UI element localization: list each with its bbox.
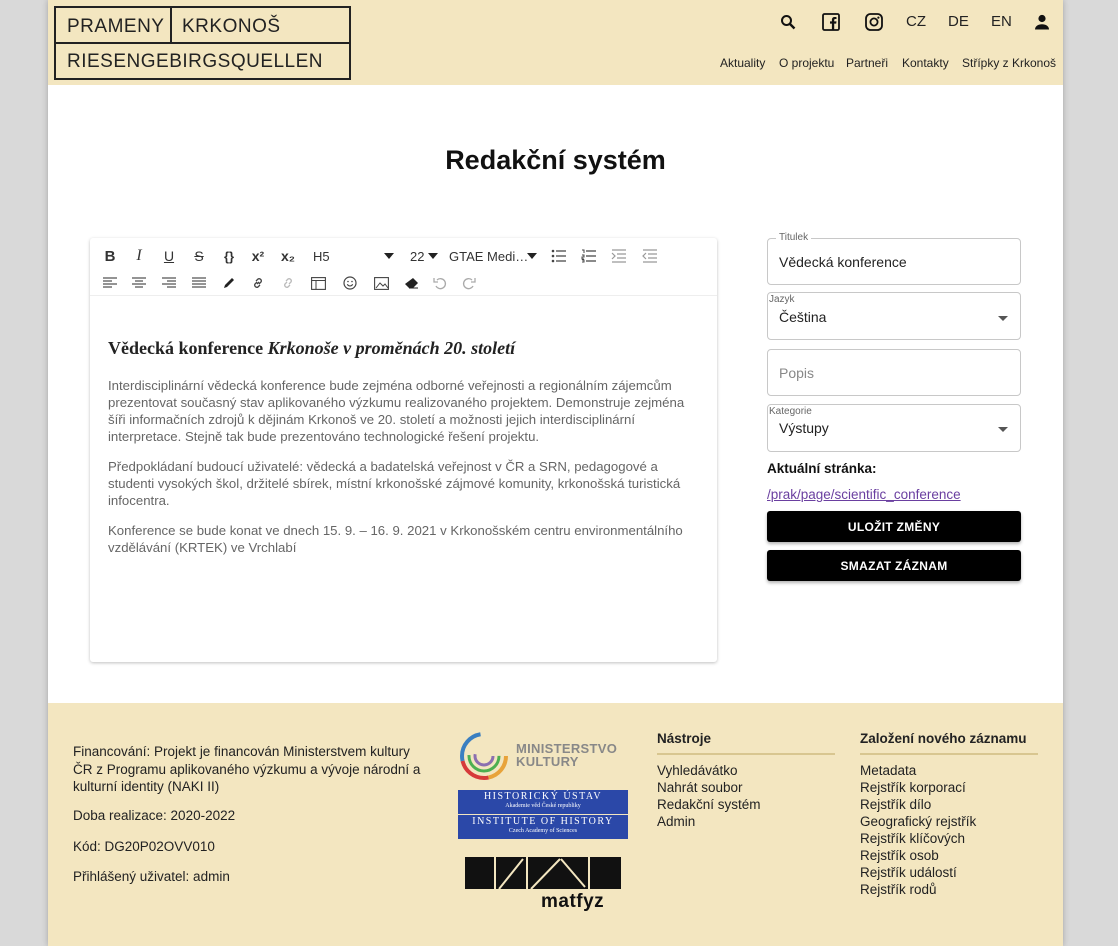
tools-heading: Nástroje: [657, 731, 712, 746]
save-button[interactable]: ULOŽIT ZMĚNY: [767, 511, 1021, 542]
content-paragraph: Předpokládaní budoucí uživatelé: vědecká a badatelská veřejnost v ČR a SRN, pedagogové a studenti vysokých škol, držitelé sbírek, místní krkonošské zájmové komunity, krkonošská turistická infocentra.: [108, 459, 681, 508]
logo-text-krkonos: KRKONOŠ: [172, 8, 349, 44]
heading-select-value: H5: [313, 248, 330, 264]
strikethrough-icon[interactable]: S: [194, 248, 204, 264]
institute-of-history-logo: [458, 790, 628, 838]
footer-link-metadata[interactable]: Metadata: [860, 763, 917, 778]
title-field-value: Vědecká konference: [779, 254, 907, 270]
history-logo-line1: HISTORICKÝ ÚSTAV: [483, 791, 603, 802]
footer-period: Doba realizace: 2020-2022: [73, 808, 236, 823]
unlink-icon[interactable]: [277, 271, 299, 295]
history-logo-line2: Akademie věd České republiky: [505, 803, 581, 809]
delete-button[interactable]: SMAZAT ZÁZNAM: [767, 550, 1021, 581]
footer-link-rejstrik-udalosti[interactable]: Rejstřík událostí: [860, 865, 957, 880]
ministry-of-culture-logo: [458, 730, 628, 782]
footer-link-rejstrik-klicovych[interactable]: Rejstřík klíčových: [860, 831, 966, 846]
instagram-icon[interactable]: [864, 12, 884, 32]
color-pen-icon[interactable]: [218, 271, 240, 295]
description-field-placeholder: Popis: [779, 365, 815, 381]
nav-o-projektu[interactable]: O projektu: [779, 56, 835, 70]
content-paragraph: Konference se bude konat ve dnech 15. 9. – 16. 9. 2021 v Krkonošském centru environmentálního vzdělávání (KRTEK) ve Vrchlabí: [108, 523, 683, 555]
chevron-down-icon: [998, 427, 1008, 432]
facebook-icon[interactable]: [821, 12, 841, 32]
chevron-down-icon: [998, 316, 1008, 321]
footer-link-redakcni-system[interactable]: Redakční systém: [657, 797, 761, 812]
title-field[interactable]: [767, 232, 1021, 285]
description-field[interactable]: [767, 349, 1021, 396]
category-select[interactable]: [767, 404, 1021, 452]
new-record-heading: Založení nového záznamu: [860, 731, 1027, 746]
language-select[interactable]: [767, 292, 1021, 340]
rich-text-editor: [90, 238, 717, 662]
code-icon[interactable]: {}: [223, 248, 235, 264]
font-family-select-value: GTAE Medi…: [449, 248, 529, 264]
redo-icon[interactable]: [458, 271, 480, 295]
footer-code: Kód: DG20P02OVV010: [73, 839, 215, 854]
nav-aktuality[interactable]: Aktuality: [720, 56, 766, 70]
link-icon[interactable]: [247, 271, 269, 295]
category-select-value: Výstupy: [779, 420, 829, 436]
site-logo[interactable]: [54, 6, 351, 80]
content-heading-plain: Vědecká konference: [108, 338, 268, 358]
footer-link-rejstrik-dilo[interactable]: Rejstřík dílo: [860, 797, 932, 812]
font-family-select[interactable]: [445, 244, 541, 268]
language-en[interactable]: EN: [991, 13, 1012, 30]
matfyz-logo-text: matfyz: [541, 891, 605, 912]
page-title: Redakční systém: [445, 145, 666, 175]
footer-link-admin[interactable]: Admin: [657, 814, 696, 829]
footer-link-rejstrik-osob[interactable]: Rejstřík osob: [860, 848, 939, 863]
page: [48, 0, 1063, 946]
site-footer: [48, 703, 1063, 946]
content-heading-italic: Krkonoše v proměnách 20. století: [267, 338, 516, 358]
bold-icon[interactable]: B: [104, 247, 116, 265]
content-heading: [108, 338, 700, 359]
language-cz[interactable]: CZ: [906, 13, 926, 30]
tools-divider: [657, 753, 835, 755]
category-select-label: Kategorie: [769, 406, 812, 417]
eraser-icon[interactable]: [400, 271, 422, 295]
superscript-icon[interactable]: x²: [251, 248, 265, 264]
nav-stripky[interactable]: Střípky z Krkonoš: [962, 56, 1057, 70]
logo-text-riesengebirgsquellen: RIESENGEBIRGSQUELLEN: [67, 51, 324, 72]
nav-partneri[interactable]: Partneři: [846, 56, 889, 70]
align-left-icon[interactable]: [100, 271, 120, 295]
chevron-down-icon: [527, 253, 537, 259]
content-paragraph: Interdisciplinární vědecká konference bude zejména odborné veřejnosti a regionálním zájemcům prezentovat současný stav aplikovaného výzkumu realizovaného projektem. Demonstruje zejména šíři informačních zdrojů k dějinám Krkonoš ve 20. století a možnosti jejich interdisciplinární interpretace. Stejně tak bude prezentováno technologické řešení projektu.: [108, 378, 685, 444]
current-page-link[interactable]: /prak/page/scientific_conference: [767, 487, 961, 502]
language-select-value: Čeština: [779, 309, 827, 325]
outdent-icon[interactable]: [640, 244, 660, 268]
language-de[interactable]: DE: [948, 13, 969, 30]
underline-icon[interactable]: U: [163, 248, 175, 264]
heading-select[interactable]: [308, 244, 400, 268]
emoji-icon[interactable]: [339, 271, 361, 295]
current-page-label: Aktuální stránka:: [767, 461, 877, 476]
editor-toolbar: [90, 238, 717, 296]
logo-text-prameny: PRAMENY: [56, 8, 172, 44]
site-header: [48, 0, 1063, 85]
history-logo-line4: Czech Academy of Sciences: [508, 828, 578, 834]
chevron-down-icon: [384, 253, 394, 259]
image-icon[interactable]: [370, 271, 392, 295]
new-record-divider: [860, 753, 1038, 755]
footer-user: Přihlášený uživatel: admin: [73, 869, 230, 884]
font-size-select-value: 22: [410, 248, 425, 264]
editor-content[interactable]: [108, 338, 700, 569]
footer-link-rejstrik-korporaci[interactable]: Rejstřík korporací: [860, 780, 966, 795]
footer-link-geograficky-rejstrik[interactable]: Geografický rejstřík: [860, 814, 977, 829]
title-field-label: Titulek: [776, 232, 811, 243]
search-icon[interactable]: [778, 12, 798, 32]
nav-kontakty[interactable]: Kontakty: [902, 56, 949, 70]
numbered-list-icon[interactable]: [579, 244, 599, 268]
footer-link-nahrat-soubor[interactable]: Nahrát soubor: [657, 780, 743, 795]
matfyz-logo: [465, 857, 621, 913]
bullet-list-icon[interactable]: [549, 244, 569, 268]
footer-link-vyhledavatko[interactable]: Vyhledávátko: [657, 763, 738, 778]
ministry-logo-line1: MINISTERSTVO: [516, 741, 618, 756]
align-right-icon[interactable]: [159, 271, 179, 295]
ministry-logo-line2: KULTURY: [516, 754, 579, 769]
undo-icon[interactable]: [429, 271, 451, 295]
footer-funding: Financování: Projekt je financován Ministerstvem kultury ČR z Programu aplikovaného výzkumu a vývoje národní a kulturní identity (NAKI II): [73, 744, 421, 794]
footer-link-rejstrik-rodu[interactable]: Rejstřík rodů: [860, 882, 937, 897]
align-center-icon[interactable]: [129, 271, 149, 295]
table-icon[interactable]: [307, 271, 329, 295]
indent-icon[interactable]: [609, 244, 629, 268]
user-icon[interactable]: [1032, 12, 1052, 32]
subscript-icon[interactable]: x₂: [280, 248, 295, 264]
language-select-label: Jazyk: [769, 294, 795, 305]
history-logo-band-top: [458, 790, 628, 814]
italic-icon[interactable]: I: [136, 247, 142, 264]
history-logo-band-bottom: [458, 815, 628, 839]
chevron-down-icon: [428, 253, 438, 259]
align-justify-icon[interactable]: [189, 271, 209, 295]
history-logo-line3: INSTITUTE OF HISTORY: [472, 816, 614, 827]
font-size-select[interactable]: [406, 244, 440, 268]
